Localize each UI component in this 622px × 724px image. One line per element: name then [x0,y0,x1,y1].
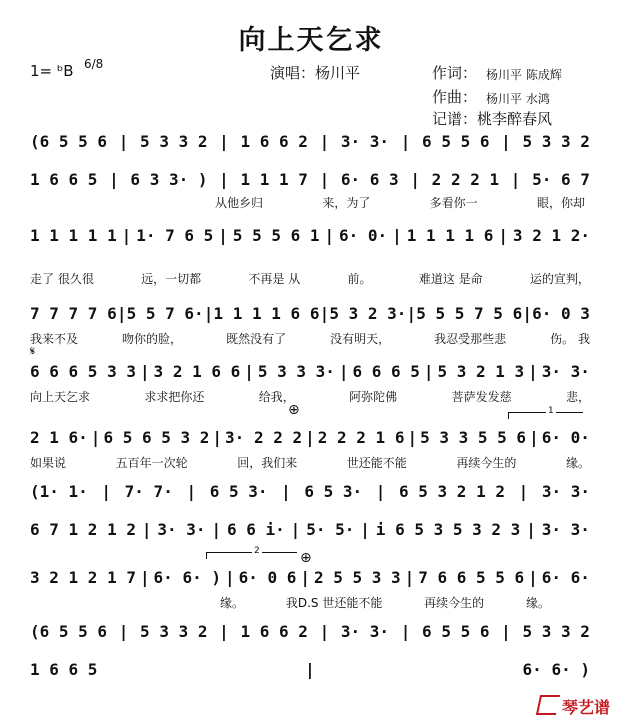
measure: 2 5 5 3 3 [313,568,401,587]
lyric-segment: 我来不及 [30,332,79,346]
lyric-segment: 远，一切都 [141,272,202,286]
measure: 7 7 7 7 6 [30,304,117,323]
lyric-segment: 再续今生的 [456,456,517,470]
measure: (1· 1· [30,482,88,501]
barline: | [211,520,222,539]
barline: | [319,622,330,641]
measure: 3· 3· [541,520,590,539]
lyric-line [30,388,590,405]
notation-line [30,362,590,381]
measure: 1 1 1 1 1 [30,226,117,245]
barline: | [406,304,417,323]
measure: 6 6 i· [226,520,285,539]
barline: | [305,428,315,447]
measure: 7 6 6 5 5 6 [418,568,525,587]
measure: 6· 6· [541,568,590,587]
lyric-segment: 回，我们来 [237,456,298,470]
barline: | [498,226,508,245]
lyric-segment: 不再是 从 [248,272,301,286]
notation-line [30,428,590,447]
lyricist-label: 作词： [432,64,478,82]
barline: | [203,304,214,323]
barline: | [526,520,536,539]
measure: 5 5 7 6· [126,304,204,323]
barline: | [522,304,532,323]
measure: 3· 3· [541,482,590,501]
lyric-line [30,270,590,287]
measure: 3 2 1 6 6 [153,362,241,381]
measure: 5 3 2 3· [329,304,407,323]
barline: | [529,428,539,447]
measure: 5· 5· [306,520,355,539]
barline: | [410,170,420,189]
barline: | [116,304,127,323]
measure: 5 5 5 6 1 [232,226,320,245]
time-signature: 6/8 [84,57,104,71]
barline: | [510,170,521,189]
lyric-segment: 缘。 [220,596,245,610]
segno-icon: 𝄋 [30,344,36,358]
measure: 6 3 3· ) [130,170,208,189]
coda-icon: ⊕ [288,402,300,418]
measure: 7· 7· [124,482,173,501]
measure: 6 6 6 5 3 3 [30,362,136,381]
lyric-segment: 运的宣判， [529,272,590,286]
barline: | [501,622,511,641]
notation-line [30,568,590,587]
measure: 1 6 6 2 [240,622,308,641]
logo-icon [536,695,560,715]
barline: | [528,568,538,587]
lyric-segment: 阿弥陀佛 [349,390,398,404]
measure: (6 5 5 6 [30,622,108,641]
barline: | [407,428,418,447]
measure: 5· 6 7 [532,170,590,189]
lyric-segment: 悲， [565,390,590,404]
volta-1: 1 [508,412,583,419]
measure: (6 5 5 6 [30,132,108,151]
transcriber-credit: 记谱：桃李醉春风 [432,110,553,128]
measure: 5 5 5 7 5 6 [416,304,523,323]
measure: 3· 3· [340,132,390,151]
barline: | [528,362,538,381]
barline: | [244,362,254,381]
notation-line [30,520,590,539]
lyric-line [30,454,590,471]
measure: 5 3 2 1 3 [437,362,525,381]
barline: | [281,482,291,501]
barline: | [212,428,223,447]
barline: | [375,482,386,501]
notation-line [30,482,590,501]
measure: 6· 6 3 [340,170,399,189]
barline: | [219,170,229,189]
notation-line [30,622,590,641]
measure: 1 1 1 1 6 [406,226,494,245]
barline: | [319,170,330,189]
barline: | [219,132,229,151]
lyric-segment: 缘。 [565,456,590,470]
notation-line [30,132,590,151]
measure: 3 2 1 2· [512,226,590,245]
measure: 2 2 2 1 [431,170,500,189]
lyric-segment: 五百年一次轮 [115,456,188,470]
page-title: 向上天乞求 [238,25,384,56]
barline: | [290,520,301,539]
lyric-line [30,330,590,347]
coda-icon-2: ⊕ [300,550,312,566]
lyric-segment: 向上天乞求 [30,390,91,404]
measure: 6 5 3· [209,482,268,501]
notation-line [30,170,590,189]
measure: 5 3 3 5 5 6 [420,428,527,447]
lyric-segment: 菩萨发发慈 [451,390,512,404]
measure: 6· 0· [339,226,388,245]
notation-line [30,660,590,679]
barline: | [90,428,101,447]
composer-names: 杨川平 水鸿 [486,92,550,106]
measure: 3· 3· [157,520,206,539]
barline: | [319,132,330,151]
measure: 6 5 5 6 [422,622,490,641]
barline: | [224,568,235,587]
barline: | [319,304,330,323]
barline: | [118,132,129,151]
barline: | [141,520,152,539]
lyric-segment: 来，为了 [322,196,371,210]
lyric-segment: 前。 [347,272,372,286]
barline: | [392,226,402,245]
key-signature: 1= ᵇB [30,62,74,80]
measure: 1 1 1 7 [240,170,308,189]
lyric-segment: 走了 很久很 [30,272,94,286]
barline: | [300,568,310,587]
barline: | [101,482,112,501]
barline: | [338,362,349,381]
composer-label: 作曲： [432,88,478,106]
measure: 2 1 6· [30,428,88,447]
measure: 6 5 5 6 [422,132,490,151]
measure: 5 3 3 2 [522,132,590,151]
measure: 1 6 6 5 [30,660,98,679]
site-logo: 琴艺谱 [538,695,610,718]
lyric-segment: 既然没有了 [226,332,287,346]
measure: i 6 5 3 5 3 2 3 [375,520,521,539]
measure: 2 2 2 1 6 [317,428,405,447]
measure: 6 5 3 2 1 2 [399,482,505,501]
measure: 3 2 1 2 1 7 [30,568,136,587]
lyric-segment: 世还能不能 [346,456,407,470]
measure: 6 5 3· [304,482,363,501]
lyric-line [215,194,585,211]
measure: 5 3 3 2 [140,132,208,151]
singer-credit: 演唱：杨川平 [270,64,361,82]
notation-line [30,226,590,245]
barline: | [400,622,411,641]
lyric-segment: 如果说 [30,456,67,470]
measure: 1· 7 6 5 [136,226,214,245]
barline: | [400,132,411,151]
lyric-segment: 难道这 是命 [418,272,483,286]
barline: | [139,362,150,381]
measure: 6· 6· ) [522,660,590,679]
lyric-segment: 眼，你却 [536,196,585,210]
measure: 3· 3· [541,362,590,381]
barline: | [518,482,529,501]
measure: 1 1 1 1 6 6 [213,304,320,323]
lyric-segment: 从他乡归 [215,196,264,210]
barline: | [404,568,415,587]
lyric-segment: 没有明天， [330,332,391,346]
measure: 1 6 6 2 [240,132,308,151]
lyric-segment: 我D.S 世还能不能 [285,596,383,610]
measure: 6 7 1 2 1 2 [30,520,136,539]
barline: | [218,226,228,245]
lyric-segment: 再续今生的 [424,596,485,610]
lyric-segment: 吻你的脸， [122,332,183,346]
measure: 6 6 6 5 [352,362,420,381]
measure: 3· 2 2 2 [225,428,303,447]
lyricist-names: 杨川平 陈成辉 [486,68,562,82]
barline: | [360,520,370,539]
barline: | [121,226,132,245]
lyric-segment: 缘。 [525,596,550,610]
measure: 1 6 6 5 [30,170,98,189]
measure: 6· 0 6 [238,568,297,587]
measure: 5 3 3 3· [257,362,335,381]
barline: | [109,170,119,189]
lyric-segment: 给我， [258,390,295,404]
measure: 5 3 3 2 [140,622,208,641]
lyric-segment: 多看你一 [429,196,478,210]
barline: | [139,568,150,587]
measure: 6· 0 3 [532,304,590,323]
barline: | [501,132,511,151]
lyric-segment: 求求把你还 [144,390,205,404]
measure: 3· 3· [340,622,390,641]
measure: 5 3 3 2 [522,622,590,641]
lyric-segment: 我忍受那些悲 [434,332,507,346]
measure: 6· 0· [541,428,590,447]
barline: | [118,622,129,641]
measure: 6· 6· ) [153,568,221,587]
volta-2: 2 [206,552,297,559]
lyric-segment: 伤。 我 [550,332,590,346]
barline: | [219,622,229,641]
barline: | [423,362,434,381]
barline: | [305,660,315,679]
lyric-line [220,594,550,611]
measure: 6 5 6 5 3 2 [103,428,210,447]
notation-line [30,304,590,323]
barline: | [324,226,335,245]
barline: | [186,482,197,501]
